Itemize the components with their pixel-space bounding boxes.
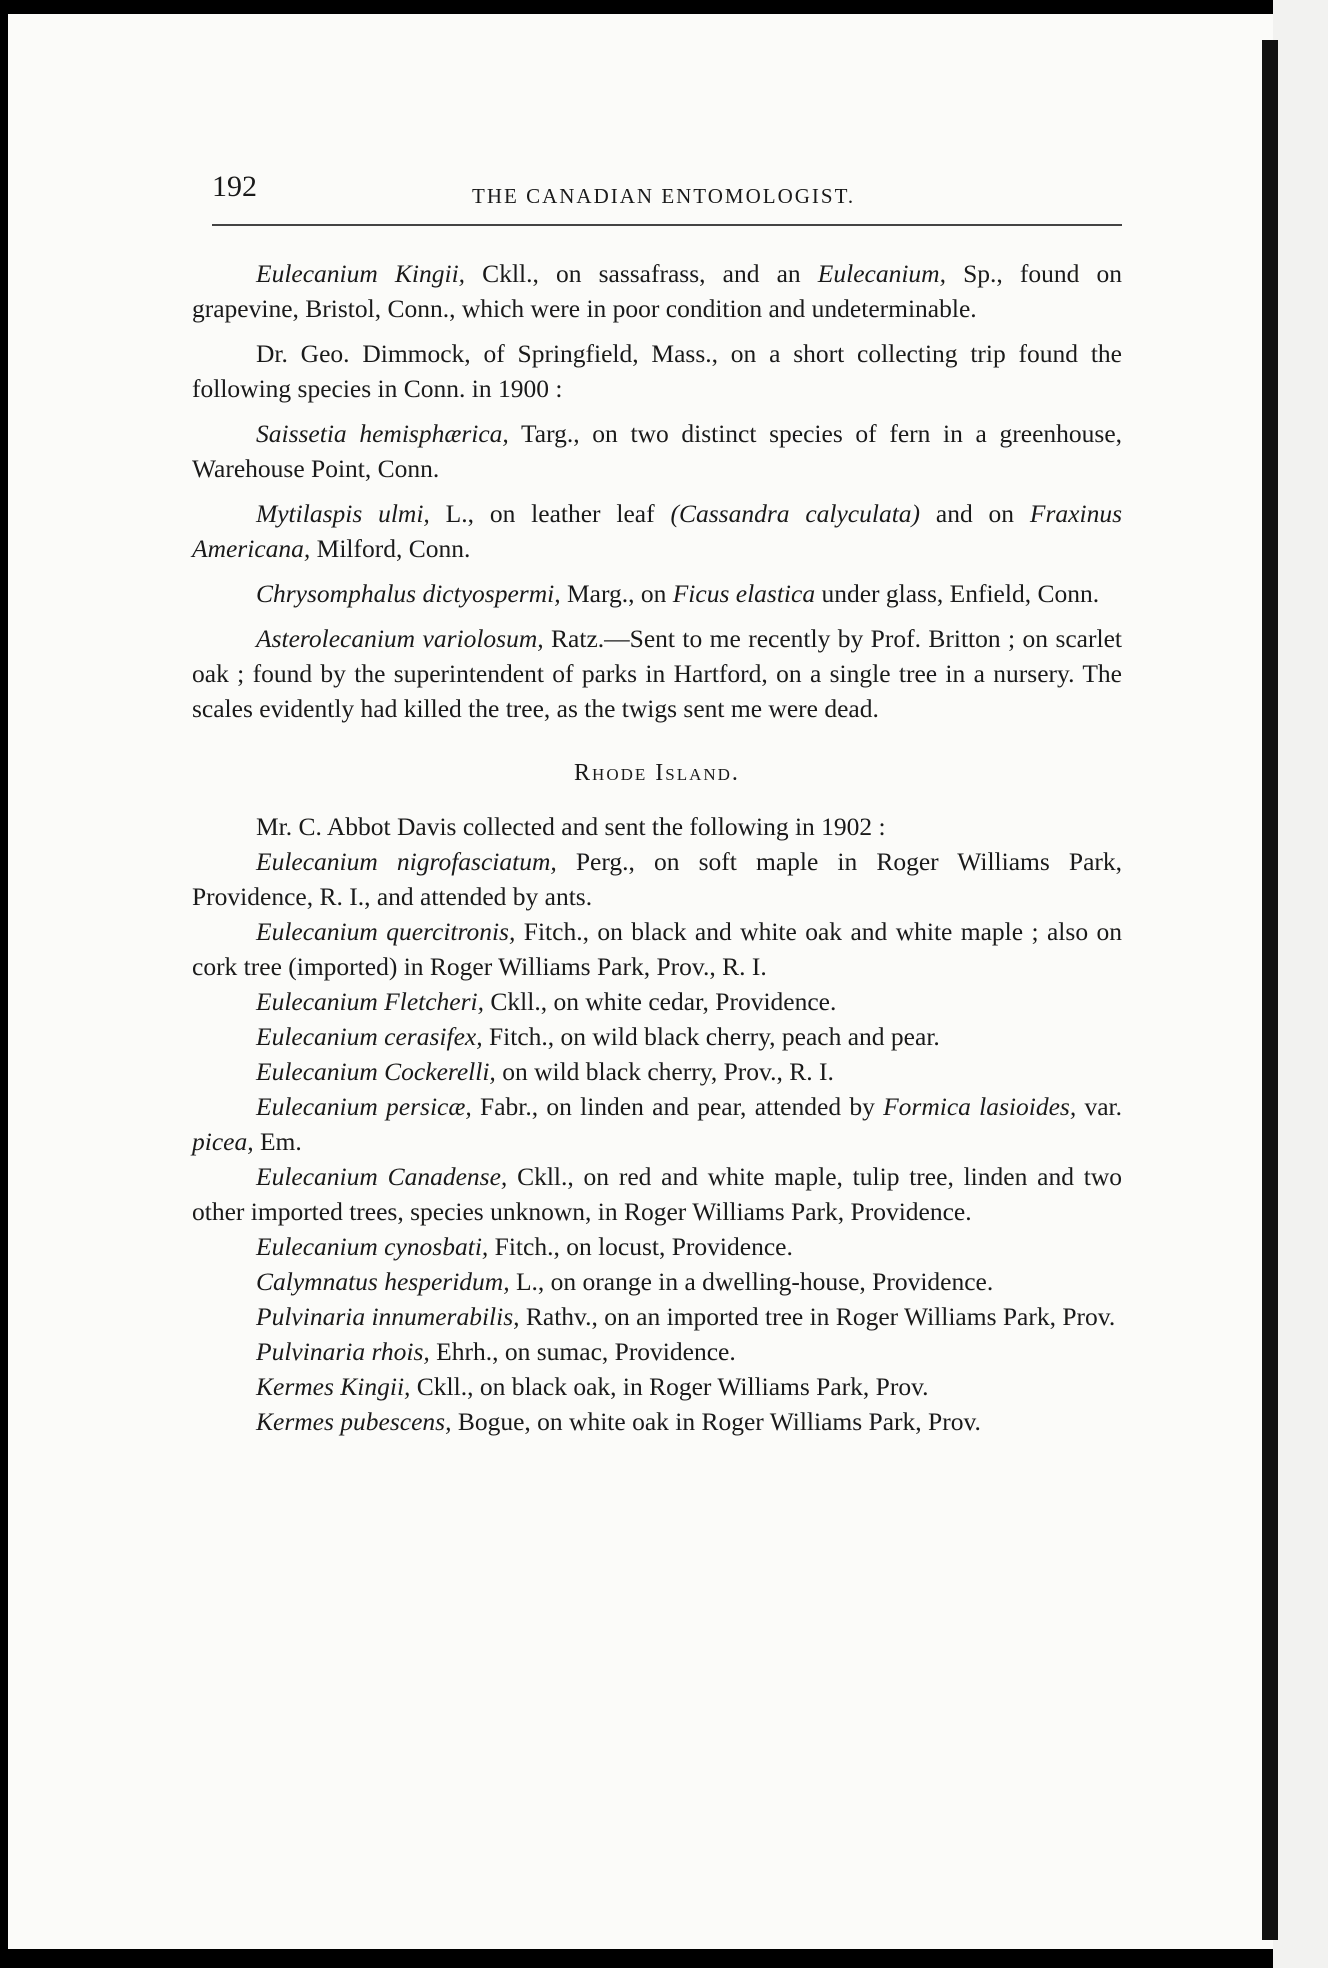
paragraph: Eulecanium cerasifex, Fitch., on wild black cherry, peach and pear. — [256, 1022, 940, 1051]
species-name: Eulecanium quercitronis, — [256, 917, 516, 946]
species-name: Eulecanium Fletcheri, — [256, 987, 485, 1016]
header-rule — [212, 224, 1122, 226]
species-name: Eulecanium cynosbati, — [256, 1232, 489, 1261]
paragraph: Pulvinaria innumerabilis, Rathv., on an imported tree in Roger Williams Park, Prov. — [256, 1302, 1116, 1331]
species-name: Pulvinaria innumerabilis, — [256, 1302, 520, 1331]
species-name: Saissetia hemisphærica, — [256, 419, 509, 448]
paragraph: Eulecanium quercitronis, Fitch., on black and white oak and white maple ; also on cork tree (imported) in Roger Williams Park, Prov., R. I. — [192, 917, 1122, 981]
paragraph: Kermes pubescens, Bogue, on white oak in Roger Williams Park, Prov. — [256, 1407, 981, 1436]
paragraph: Calymnatus hesperidum, L., on orange in a dwelling-house, Providence. — [256, 1267, 994, 1296]
species-name: Eulecanium Canadense, — [256, 1162, 508, 1191]
body-text — [192, 256, 1122, 1439]
species-name: Asterolecanium variolosum, — [256, 624, 544, 653]
species-name: Kermes Kingii, — [256, 1372, 411, 1401]
species-name: Eulecanium, — [817, 259, 946, 288]
paragraph: Eulecanium Canadense, Ckll., on red and white maple, tulip tree, linden and two other imported trees, species unknown, in Roger Williams Park, Providence. — [192, 1162, 1122, 1226]
species-name: Eulecanium cerasifex, — [256, 1022, 483, 1051]
paragraph: Eulecanium Cockerelli, on wild black cherry, Prov., R. I. — [256, 1057, 834, 1086]
species-name: Kermes pubescens, — [256, 1407, 452, 1436]
species-name: Eulecanium Cockerelli, — [256, 1057, 496, 1086]
paragraph: Kermes Kingii, Ckll., on black oak, in Roger Williams Park, Prov. — [256, 1372, 929, 1401]
scan-gutter — [1273, 0, 1328, 1968]
paragraph: Pulvinaria rhois, Ehrh., on sumac, Providence. — [256, 1337, 736, 1366]
journal-title: THE CANADIAN ENTOMOLOGIST. — [472, 184, 856, 208]
species-name: Eulecanium persicæ, — [256, 1092, 472, 1121]
species-name: Formica lasioides, — [883, 1092, 1077, 1121]
species-name: Fraxinus Americana, — [192, 499, 1122, 563]
species-name: Ficus elastica — [672, 579, 816, 608]
book-spine-edge — [1262, 40, 1278, 1940]
paragraph: Eulecanium persicæ, Fabr., on linden and pear, attended by Formica lasioides, var. picea, Em. — [192, 1092, 1123, 1156]
species-name: Calymnatus hesperidum, — [256, 1267, 510, 1296]
paragraph: Mytilaspis ulmi, L., on leather leaf (Cassandra calyculata) and on Fraxinus Americana, Milford, Conn. — [192, 499, 1122, 563]
running-head — [172, 150, 1122, 210]
paragraph: Asterolecanium variolosum, Ratz.—Sent to me recently by Prof. Britton ; on scarlet oak ; found by the superintendent of parks in Hartford, on a single tree in a nursery. The scales evidently had killed the tree, as the twigs sent me were dead. — [192, 624, 1122, 723]
species-name: Eulecanium nigrofasciatum, — [256, 847, 557, 876]
paragraph: Eulecanium Fletcheri, Ckll., on white cedar, Providence. — [256, 987, 837, 1016]
paragraph: Dr. Geo. Dimmock, of Springfield, Mass., on a short collecting trip found the following species in Conn. in 1900 : — [192, 339, 1122, 403]
species-name: Pulvinaria rhois, — [256, 1337, 430, 1366]
section-heading: Rhode Island. — [574, 760, 740, 786]
paragraph: Saissetia hemisphærica, Targ., on two distinct species of fern in a greenhouse, Warehouse Point, Conn. — [192, 419, 1123, 483]
species-name: Chrysomphalus dictyospermi, — [256, 579, 561, 608]
paragraph: Eulecanium cynosbati, Fitch., on locust, Providence. — [256, 1232, 793, 1261]
species-name: (Cassandra calyculata) — [670, 499, 921, 528]
species-name: picea, — [192, 1127, 254, 1156]
paragraph: Eulecanium Kingii, Ckll., on sassafrass, and an Eulecanium, Sp., found on grapevine, Bristol, Conn., which were in poor condition and undeterminable. — [192, 259, 1122, 323]
paragraph: Chrysomphalus dictyospermi, Marg., on Ficus elastica under glass, Enfield, Conn. — [256, 579, 1100, 608]
species-name: Mytilaspis ulmi, — [256, 499, 430, 528]
page-number: 192 — [212, 170, 257, 203]
paragraph: Mr. C. Abbot Davis collected and sent the following in 1902 : — [256, 812, 886, 841]
page-content — [172, 150, 1123, 1436]
species-name: Eulecanium Kingii, — [256, 259, 466, 288]
paragraph: Eulecanium nigrofasciatum, Perg., on soft maple in Roger Williams Park, Providence, R. I., and attended by ants. — [192, 847, 1122, 911]
